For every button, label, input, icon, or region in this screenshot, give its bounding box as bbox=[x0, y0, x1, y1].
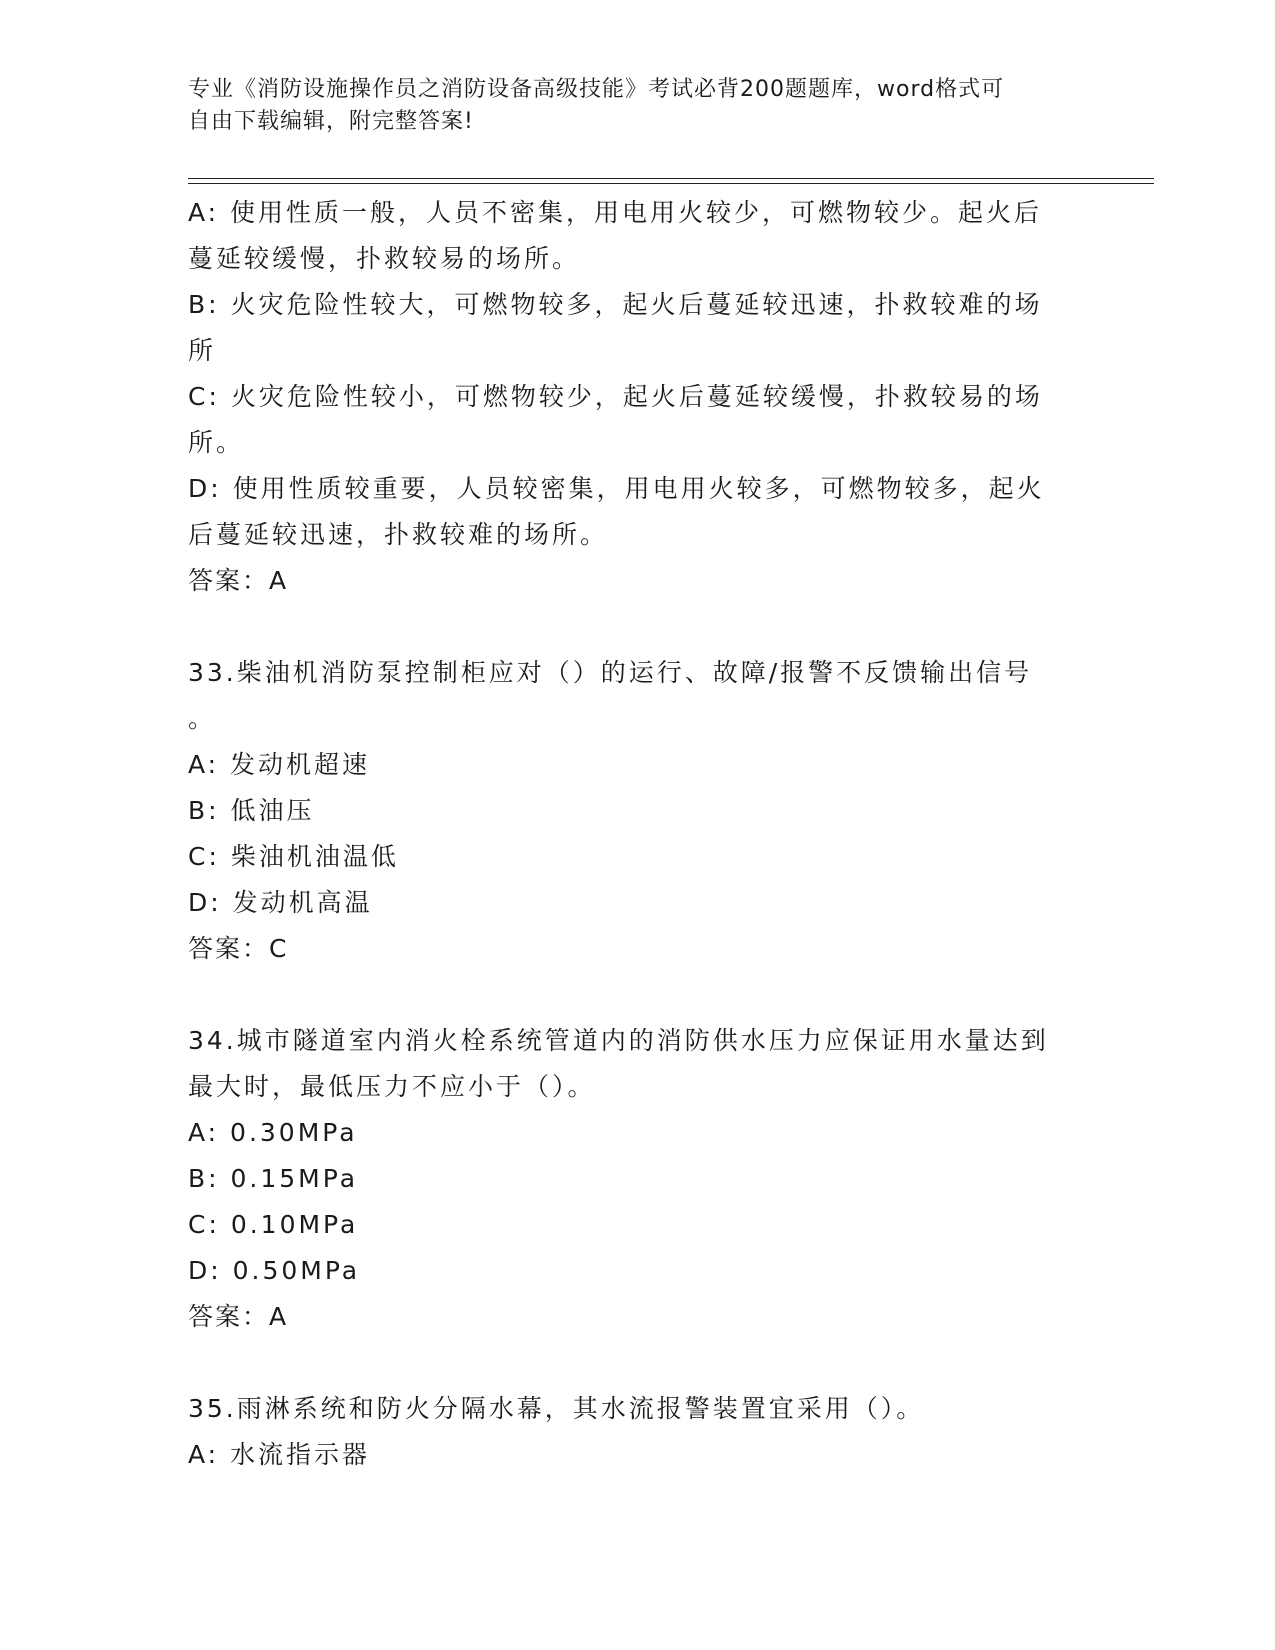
option-d: D: 0.50MPa bbox=[188, 1256, 361, 1285]
option-d-line-1: D: 使用性质较重要，人员较密集，用电用火较多，可燃物较多，起火 bbox=[188, 474, 1045, 503]
option-c-line-2: 所。 bbox=[188, 428, 245, 457]
question-stem-line-1: 34.城市隧道室内消火栓系统管道内的消防供水压力应保证用水量达到 bbox=[188, 1026, 1049, 1055]
option-b: B: 0.15MPa bbox=[188, 1164, 359, 1193]
option-d: D: 发动机高温 bbox=[188, 888, 373, 917]
header-divider-bottom bbox=[188, 183, 1154, 184]
question-stem-line-1: 33.柴油机消防泵控制柜应对（）的运行、故障/报警不反馈输出信号 bbox=[188, 658, 1033, 687]
option-b-line-2: 所 bbox=[188, 336, 217, 365]
option-b-line-1: B: 火灾危险性较大，可燃物较多，起火后蔓延较迅速，扑救较难的场 bbox=[188, 290, 1043, 319]
question-stem-line-1: 35.雨淋系统和防火分隔水幕，其水流报警装置宜采用（）。 bbox=[188, 1394, 925, 1423]
question-32 bbox=[188, 190, 1068, 604]
question-33 bbox=[188, 650, 1068, 972]
header-line-1: 专业《消防设施操作员之消防设备高级技能》考试必背200题题库，word格式可 bbox=[188, 77, 1005, 102]
question-stem-line-2: 。 bbox=[188, 704, 217, 733]
header-line-2: 自由下载编辑，附完整答案! bbox=[188, 109, 474, 134]
option-a-line-2: 蔓延较缓慢，扑救较易的场所。 bbox=[188, 244, 581, 273]
option-c: C: 0.10MPa bbox=[188, 1210, 359, 1239]
answer: 答案：C bbox=[188, 934, 289, 963]
question-35 bbox=[188, 1386, 1068, 1478]
option-c-line-1: C: 火灾危险性较小，可燃物较少，起火后蔓延较缓慢，扑救较易的场 bbox=[188, 382, 1043, 411]
question-stem-line-2: 最大时，最低压力不应小于（）。 bbox=[188, 1072, 596, 1101]
option-a-line-1: A: 使用性质一般，人员不密集，用电用火较少，可燃物较少。起火后 bbox=[188, 198, 1043, 227]
question-list bbox=[188, 190, 1068, 1478]
option-a: A: 水流指示器 bbox=[188, 1440, 371, 1469]
option-d-line-2: 后蔓延较迅速，扑救较难的场所。 bbox=[188, 520, 609, 549]
question-34 bbox=[188, 1018, 1068, 1340]
option-b: B: 低油压 bbox=[188, 796, 315, 825]
answer: 答案：A bbox=[188, 566, 289, 595]
option-a: A: 0.30MPa bbox=[188, 1118, 358, 1147]
option-c: C: 柴油机油温低 bbox=[188, 842, 399, 871]
header-divider-top bbox=[188, 178, 1154, 179]
answer: 答案：A bbox=[188, 1302, 289, 1331]
document-header bbox=[188, 74, 1068, 138]
option-a: A: 发动机超速 bbox=[188, 750, 371, 779]
